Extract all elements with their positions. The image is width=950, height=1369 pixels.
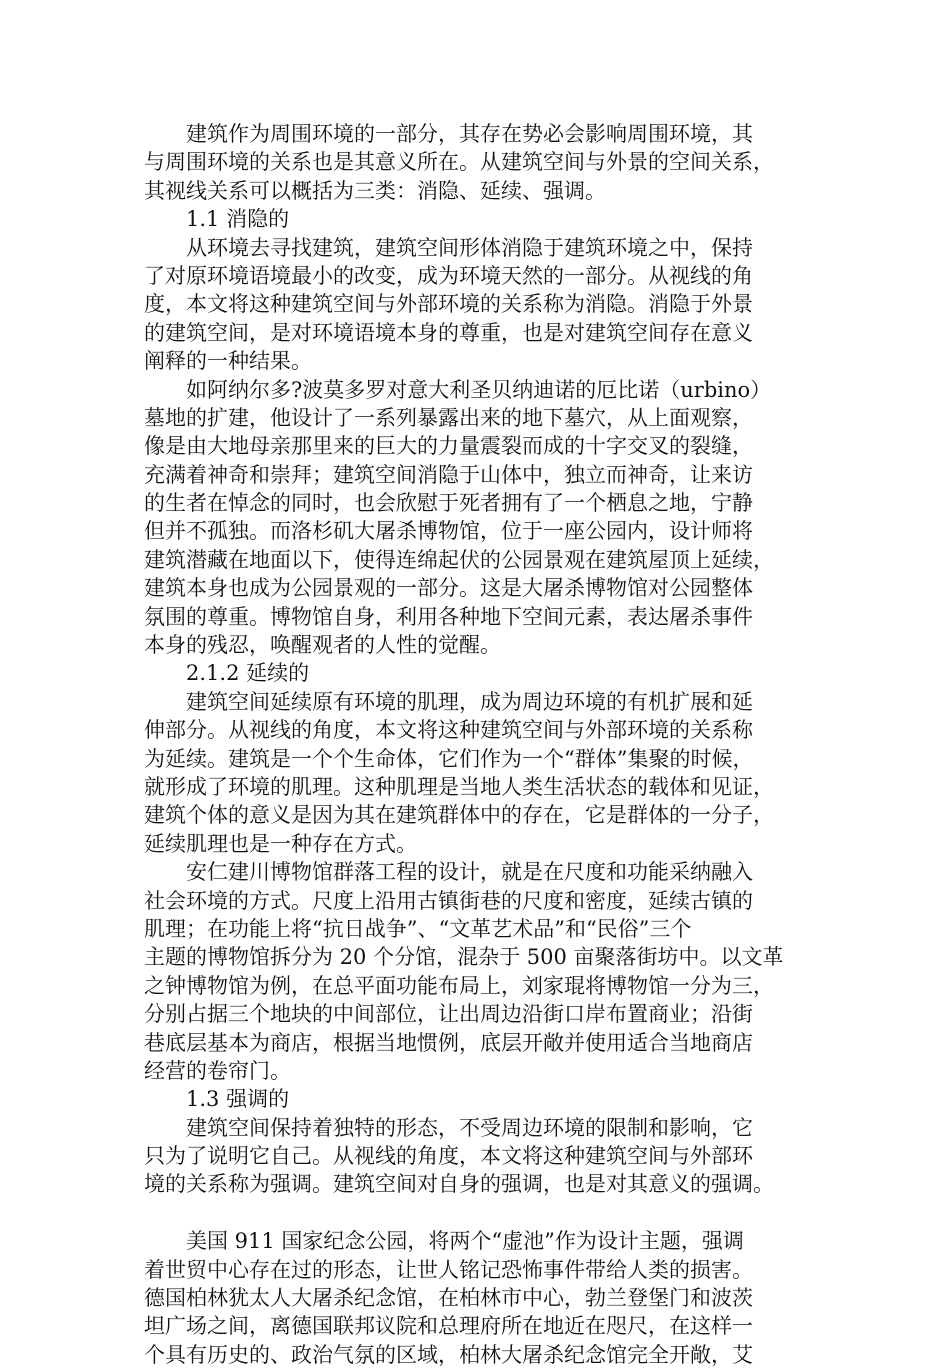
paragraph [144, 234, 808, 376]
text-line: 建筑空间延续原有环境的肌理，成为周边环境的有机扩展和延 [186, 689, 753, 714]
paragraph [144, 376, 808, 660]
text-line: 如阿纳尔多?波莫多罗对意大利圣贝纳迪诺的厄比诺（urbino） [186, 377, 772, 402]
text-line: 建筑空间保持着独特的形态，不受周边环境的限制和影响，它 [186, 1115, 753, 1140]
text-line: 巷底层基本为商店，根据当地惯例，底层开敞并使用适合当地商店 [144, 1030, 753, 1055]
text-line: 从环境去寻找建筑，建筑空间形体消隐于建筑环境之中，保持 [186, 235, 753, 260]
text-line: 阐释的一种结果。 [144, 349, 312, 374]
text-line: 肌理；在功能上将“抗日战争”、“文革艺术品”和“民俗”三个 [144, 916, 692, 941]
text-line: 像是由大地母亲那里来的巨大的力量震裂而成的十字交叉的裂缝， [144, 434, 753, 459]
text-line: 个具有历史的、政治气氛的区域，柏林大屠杀纪念馆完全开敞，艾 [144, 1342, 753, 1367]
section-heading [144, 1085, 808, 1113]
text-line: 之钟博物馆为例，在总平面功能布局上，刘家琨将博物馆一分为三， [144, 973, 774, 998]
paragraph [144, 1227, 808, 1369]
text-line: 的建筑空间，是对环境语境本身的尊重，也是对建筑空间存在意义 [144, 320, 753, 345]
text-line: 坦广场之间，离德国联邦议院和总理府所在地近在咫尺，在这样一 [144, 1314, 753, 1339]
text-line: 了对原环境语境最小的改变，成为环境天然的一部分。从视线的角 [144, 263, 753, 288]
text-line: 本身的残忍，唤醒观者的人性的觉醒。 [144, 633, 501, 658]
blank-line [144, 1199, 808, 1227]
text-line: 延续肌理也是一种存在方式。 [144, 831, 417, 856]
document-body [144, 120, 808, 1369]
text-line: 德国柏林犹太人大屠杀纪念馆，在柏林市中心，勃兰登堡门和波茨 [144, 1286, 753, 1311]
paragraph [144, 1114, 808, 1199]
text-line: 但并不孤独。而洛杉矶大屠杀博物馆，位于一座公园内，设计师将 [144, 519, 753, 544]
text-line: 的生者在悼念的同时，也会欣慰于死者拥有了一个栖息之地，宁静 [144, 491, 753, 516]
text-line: 其视线关系可以概括为三类：消隐、延续、强调。 [144, 178, 606, 203]
heading-text: 1.3 强调的 [186, 1087, 290, 1112]
text-line: 与周围环境的关系也是其意义所在。从建筑空间与外景的空间关系， [144, 150, 774, 175]
text-line: 着世贸中心存在过的形态，让世人铭记恐怖事件带给人类的损害。 [144, 1257, 753, 1282]
text-line: 充满着神奇和崇拜；建筑空间消隐于山体中，独立而神奇，让来访 [144, 462, 753, 487]
text-line: 经营的卷帘门。 [144, 1058, 291, 1083]
paragraph [144, 858, 808, 1085]
section-heading [144, 659, 808, 687]
paragraph [144, 688, 808, 858]
text-line: 度，本文将这种建筑空间与外部环境的关系称为消隐。消隐于外景 [144, 292, 753, 317]
text-line: 社会环境的方式。尺度上沿用古镇街巷的尺度和密度，延续古镇的 [144, 888, 753, 913]
section-heading [144, 205, 808, 233]
text-line: 分别占据三个地块的中间部位，让出周边沿街口岸布置商业；沿街 [144, 1002, 753, 1027]
heading-text: 2.1.2 延续的 [186, 661, 310, 686]
paragraph [144, 120, 808, 205]
text-line: 安仁建川博物馆群落工程的设计，就是在尺度和功能采纳融入 [186, 860, 753, 885]
text-line: 伸部分。从视线的角度，本文将这种建筑空间与外部环境的关系称 [144, 718, 753, 743]
text-line: 美国 911 国家纪念公园，将两个“虚池”作为设计主题，强调 [186, 1229, 744, 1254]
text-line: 境的关系称为强调。建筑空间对自身的强调，也是对其意义的强调。 [144, 1172, 774, 1197]
text-line: 主题的博物馆拆分为 20 个分馆，混杂于 500 亩聚落街坊中。以文革 [144, 945, 784, 970]
text-line: 墓地的扩建，他设计了一系列暴露出来的地下墓穴，从上面观察， [144, 405, 753, 430]
text-line: 建筑个体的意义是因为其在建筑群体中的存在，它是群体的一分子， [144, 803, 774, 828]
heading-text: 1.1 消隐的 [186, 207, 290, 232]
text-line: 建筑潜藏在地面以下，使得连绵起伏的公园景观在建筑屋顶上延续， [144, 547, 774, 572]
text-line: 只为了说明它自己。从视线的角度，本文将这种建筑空间与外部环 [144, 1144, 753, 1169]
text-line: 建筑作为周围环境的一部分，其存在势必会影响周围环境，其 [186, 122, 753, 146]
text-line: 就形成了环境的肌理。这种肌理是当地人类生活状态的载体和见证， [144, 774, 774, 799]
text-line: 氛围的尊重。博物馆自身，利用各种地下空间元素，表达屠杀事件 [144, 604, 753, 629]
text-line: 建筑本身也成为公园景观的一部分。这是大屠杀博物馆对公园整体 [144, 576, 753, 601]
text-line: 为延续。建筑是一个个生命体，它们作为一个“群体”集聚的时候， [144, 746, 754, 771]
